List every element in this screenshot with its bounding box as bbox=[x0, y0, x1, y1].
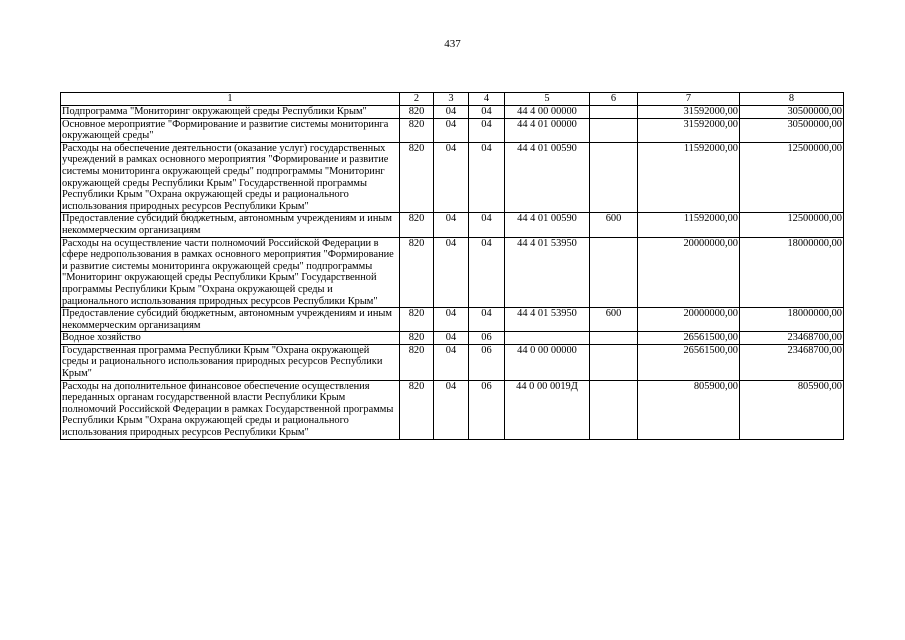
row-expense-type bbox=[590, 106, 638, 119]
row-amount-year2: 18000000,00 bbox=[740, 308, 844, 332]
header-cell: 7 bbox=[638, 93, 740, 106]
budget-table bbox=[60, 92, 844, 440]
header-cell: 4 bbox=[469, 93, 505, 106]
row-subsection-code: 06 bbox=[469, 380, 505, 439]
row-subsection-code: 06 bbox=[469, 344, 505, 380]
row-ministry-code: 820 bbox=[400, 332, 434, 345]
row-target-code bbox=[505, 332, 590, 345]
row-amount-year2: 18000000,00 bbox=[740, 237, 844, 308]
row-name: Расходы на осуществление части полномочий Российской Федерации в сфере недропользования в рамках основного мероприятия "Формирование и развитие системы мониторинга окружающей среды" подпрограммы "Мониторинг окружающей среды Республики Крым" Государственной программы Республики Крым "Охрана окружающей среды и рационального использования природных ресурсов Республики Крым" bbox=[61, 237, 400, 308]
row-name: Расходы на обеспечение деятельности (оказание услуг) государственных учреждений в рамках основного мероприятия "Формирование и развитие системы мониторинга окружающей среды" подпрограммы "Мониторинг окружающей среды Республики Крым" Государственной программы Республики Крым "Охрана окружающей среды и рационального использования природных ресурсов Республики Крым" bbox=[61, 142, 400, 213]
row-amount-year1: 20000000,00 bbox=[638, 308, 740, 332]
row-section-code: 04 bbox=[434, 106, 469, 119]
row-expense-type bbox=[590, 142, 638, 213]
row-section-code: 04 bbox=[434, 380, 469, 439]
row-ministry-code: 820 bbox=[400, 237, 434, 308]
row-expense-type: 600 bbox=[590, 213, 638, 237]
row-amount-year2: 23468700,00 bbox=[740, 332, 844, 345]
row-target-code: 44 0 00 0019Д bbox=[505, 380, 590, 439]
table-row bbox=[61, 308, 844, 332]
row-target-code: 44 4 01 00000 bbox=[505, 118, 590, 142]
row-subsection-code: 04 bbox=[469, 308, 505, 332]
table-row bbox=[61, 237, 844, 308]
row-target-code: 44 0 00 00000 bbox=[505, 344, 590, 380]
table-row bbox=[61, 380, 844, 439]
row-amount-year1: 31592000,00 bbox=[638, 118, 740, 142]
row-section-code: 04 bbox=[434, 213, 469, 237]
row-target-code: 44 4 01 00590 bbox=[505, 142, 590, 213]
row-ministry-code: 820 bbox=[400, 106, 434, 119]
row-ministry-code: 820 bbox=[400, 308, 434, 332]
header-cell: 5 bbox=[505, 93, 590, 106]
header-cell: 1 bbox=[61, 93, 400, 106]
row-section-code: 04 bbox=[434, 332, 469, 345]
row-ministry-code: 820 bbox=[400, 380, 434, 439]
row-amount-year1: 11592000,00 bbox=[638, 142, 740, 213]
row-target-code: 44 4 01 53950 bbox=[505, 237, 590, 308]
row-expense-type bbox=[590, 344, 638, 380]
row-amount-year2: 30500000,00 bbox=[740, 106, 844, 119]
row-amount-year2: 12500000,00 bbox=[740, 142, 844, 213]
row-target-code: 44 4 01 53950 bbox=[505, 308, 590, 332]
row-subsection-code: 04 bbox=[469, 118, 505, 142]
row-section-code: 04 bbox=[434, 118, 469, 142]
row-expense-type bbox=[590, 380, 638, 439]
row-amount-year1: 26561500,00 bbox=[638, 344, 740, 380]
table-row bbox=[61, 344, 844, 380]
row-section-code: 04 bbox=[434, 237, 469, 308]
row-subsection-code: 04 bbox=[469, 237, 505, 308]
row-subsection-code: 04 bbox=[469, 213, 505, 237]
row-amount-year1: 31592000,00 bbox=[638, 106, 740, 119]
table-row bbox=[61, 142, 844, 213]
row-target-code: 44 4 01 00590 bbox=[505, 213, 590, 237]
header-cell: 2 bbox=[400, 93, 434, 106]
row-expense-type bbox=[590, 332, 638, 345]
header-cell: 3 bbox=[434, 93, 469, 106]
header-cell: 8 bbox=[740, 93, 844, 106]
row-amount-year1: 11592000,00 bbox=[638, 213, 740, 237]
row-expense-type bbox=[590, 237, 638, 308]
page-number: 437 bbox=[444, 38, 461, 50]
row-ministry-code: 820 bbox=[400, 213, 434, 237]
row-name: Подпрограмма "Мониторинг окружающей среды Республики Крым" bbox=[61, 106, 400, 119]
row-amount-year2: 23468700,00 bbox=[740, 344, 844, 380]
row-name: Государственная программа Республики Крым "Охрана окружающей среды и рационального использования природных ресурсов Республики Крым" bbox=[61, 344, 400, 380]
table-header-row bbox=[61, 93, 844, 106]
row-name: Расходы на дополнительное финансовое обеспечение осуществления переданных органам государственной власти Республики Крым полномочий Российской Федерации в рамках Государственной программы Республики Крым "Охрана окружающей среды и рационального использования природных ресурсов Республики Крым" bbox=[61, 380, 400, 439]
table-row bbox=[61, 106, 844, 119]
row-name: Водное хозяйство bbox=[61, 332, 400, 345]
row-subsection-code: 06 bbox=[469, 332, 505, 345]
table-row bbox=[61, 332, 844, 345]
row-amount-year1: 20000000,00 bbox=[638, 237, 740, 308]
row-amount-year2: 805900,00 bbox=[740, 380, 844, 439]
header-cell: 6 bbox=[590, 93, 638, 106]
table-row bbox=[61, 118, 844, 142]
row-expense-type: 600 bbox=[590, 308, 638, 332]
row-subsection-code: 04 bbox=[469, 106, 505, 119]
row-subsection-code: 04 bbox=[469, 142, 505, 213]
row-amount-year1: 805900,00 bbox=[638, 380, 740, 439]
row-amount-year2: 30500000,00 bbox=[740, 118, 844, 142]
row-ministry-code: 820 bbox=[400, 344, 434, 380]
row-ministry-code: 820 bbox=[400, 118, 434, 142]
row-name: Предоставление субсидий бюджетным, автономным учреждениям и иным некоммерческим организациям bbox=[61, 213, 400, 237]
row-target-code: 44 4 00 00000 bbox=[505, 106, 590, 119]
row-section-code: 04 bbox=[434, 308, 469, 332]
row-name: Предоставление субсидий бюджетным, автономным учреждениям и иным некоммерческим организациям bbox=[61, 308, 400, 332]
table-row bbox=[61, 213, 844, 237]
row-ministry-code: 820 bbox=[400, 142, 434, 213]
row-section-code: 04 bbox=[434, 142, 469, 213]
row-amount-year2: 12500000,00 bbox=[740, 213, 844, 237]
row-expense-type bbox=[590, 118, 638, 142]
row-amount-year1: 26561500,00 bbox=[638, 332, 740, 345]
row-section-code: 04 bbox=[434, 344, 469, 380]
row-name: Основное мероприятие "Формирование и развитие системы мониторинга окружающей среды" bbox=[61, 118, 400, 142]
